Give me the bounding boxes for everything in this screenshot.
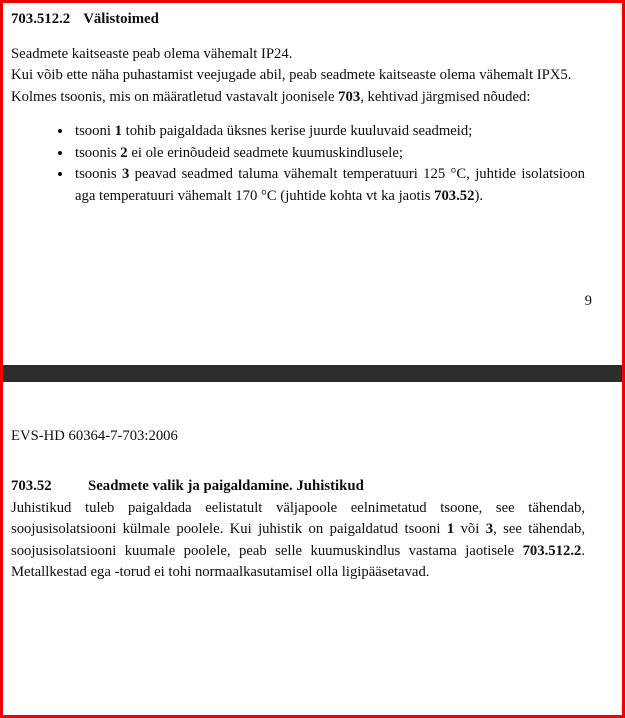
page-number: 9 (584, 293, 592, 309)
document-reference: EVS-HD 60364-7-703:2006 (11, 428, 178, 444)
paragraph-ip24: Seadmete kaitseaste peab olema vähemalt IP24. (11, 45, 293, 62)
paragraph-ipx5: Kui võib ette näha puhastamist veejugade abil, peab seadmete kaitseaste olema vähemalt IPX5. (11, 67, 572, 83)
page-break-divider (3, 365, 622, 382)
section-number: 703.52 (11, 478, 52, 494)
section-heading-valistoimed (11, 9, 585, 31)
list-item-zone-3: • tsoonis 3 peavad seadmed taluma vähemalt temperatuuri 125 °C, juhtide isolatsioon aga temperatuuri vähemalt 170 °C (juhtide kohta vt ka jaotis 703.52). (73, 164, 585, 207)
section-title: Seadmete valik ja paigaldamine. Juhistikud (88, 478, 364, 494)
paragraph-zones-intro: Kolmes tsoonis, mis on määratletud vastavalt joonisele 703, kehtivad järgmised nõuded: (11, 88, 531, 105)
zone-requirements-list (11, 121, 585, 207)
list-item-zone-1: • tsooni 1 tohib paigaldada üksnes kerise juurde kuuluvaid seadmeid; (73, 121, 585, 143)
page-content (3, 9, 622, 207)
section-number: 703.512.2 (11, 11, 71, 27)
page-content-next (3, 426, 622, 584)
section-title: Välistoimed (83, 11, 159, 27)
paragraph-juhistikud: Juhistikud tuleb paigaldada eelistatult väljapoole eelnimetatud tsoone, see tähendab, soojusisolatsiooni külmale poolele. Kui juhistik on paigaldatud tsooni 1 või 3, see tähendab, soojusisolatsiooni kuumale poolele, peab selle kuumuskindlus vastama jaotisele 703.512.2. Metallkestad ega -torud ei tohi normaalkasutamisel olla ligipääsetavad. (11, 499, 585, 580)
section-heading-juhistikud (11, 476, 585, 498)
list-item-zone-2: • tsoonis 2 ei ole erinõudeid seadmete kuumuskindlusele; (73, 143, 585, 165)
